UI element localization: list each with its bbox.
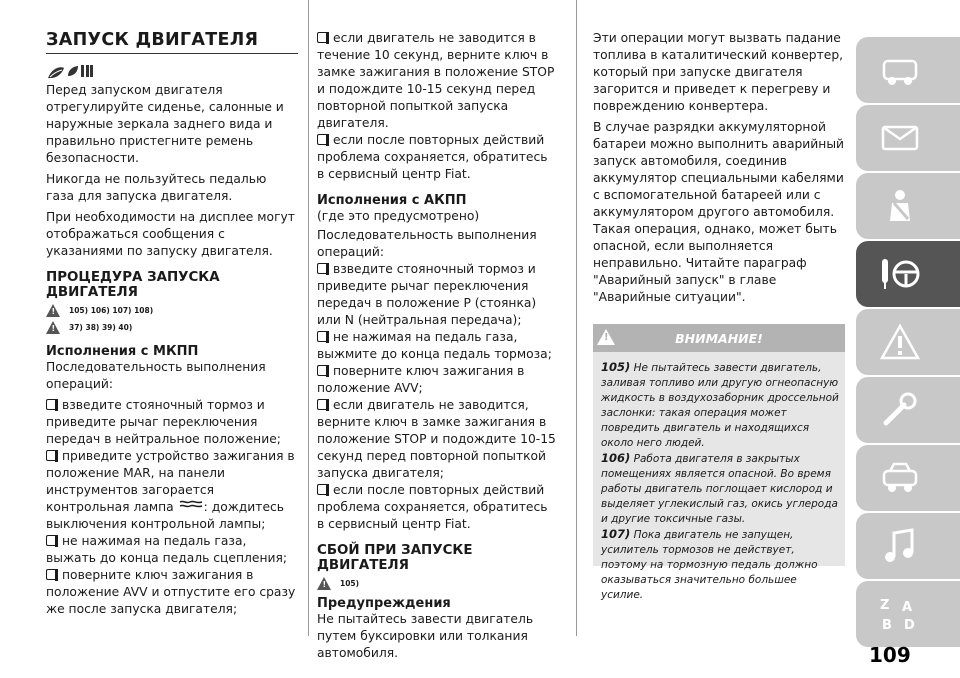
paragraph: Эти операции могут вызвать падание топлива в каталитический конвертер, который при запуске двигателя загорится и приведет к перегреву и повреждению конвертера. — [593, 31, 844, 113]
bullet-icon — [317, 484, 328, 495]
glow-plug-warning-icon — [178, 499, 204, 513]
list-item: поверните ключ зажигания в положение AVV; — [317, 364, 525, 395]
warning-triangle-icon: ! — [46, 304, 60, 317]
list-item: взведите стояночный тормоз и приведите рычаг переключения передач в положение P (стоянка) или N (нейтральная передача); — [317, 262, 537, 327]
bullet-icon — [46, 399, 57, 410]
caution-reference — [46, 321, 298, 334]
section-heading: ПРОЦЕДУРА ЗАПУСКА ДВИГАТЕЛЯ — [46, 270, 220, 300]
list-item: если двигатель не заводится в течение 10 секунд, верните ключ в замке зажигания в положение STOP и подождите 10-15 секунд перед повторной попыткой запуска двигателя. — [317, 31, 555, 130]
warning-refs: 105) — [340, 579, 360, 588]
column-2 — [317, 30, 557, 666]
bullet-icon — [317, 399, 328, 410]
caution-refs: 37) 38) 39) 40) — [69, 323, 133, 332]
list-item: не нажимая на педаль газа, выжмите до конца педаль тормоза; — [317, 330, 552, 361]
list-item: если после повторных действий проблема сохраняется, обратитесь в сервисный центр Fiat. — [317, 133, 548, 181]
chapter-tabs — [856, 37, 960, 649]
multimedia-music-icon[interactable] — [856, 513, 960, 579]
svg-text:D: D — [904, 618, 915, 633]
list-item: приведите устройство зажигания в положение MAR, на панели инструментов загорается контрольная лампа : дождитесь выключения контрольной лампы; — [46, 449, 295, 531]
column-divider — [576, 0, 577, 636]
list-item: не нажимая на педаль газа, выжать до конца педаль сцепления; — [46, 534, 288, 565]
paragraph: В случае разрядки аккумуляторной батареи можно выполнить аварийный запуск автомобиля, соединив аккумулятор специальными кабелями с вспомогательной батареей или с аккумулятором другого автомобиля. Такая операция, однако, может быть опасной, если выполняется неправильно. Читайте параграф "Аварийный запуск" в главе "Аварийные ситуации". — [593, 120, 845, 304]
bullet-icon — [46, 569, 57, 580]
paragraph: Последовательность выполнения операций: — [317, 228, 537, 259]
attention-header — [593, 324, 845, 352]
bullet-icon — [317, 263, 328, 274]
warning-triangle-icon: ! — [317, 577, 331, 590]
list-item: если после повторных действий проблема сохраняется, обратитесь в сервисный центр Fiat. — [317, 483, 548, 531]
warning-road-icon[interactable] — [856, 309, 960, 375]
bullet-icon — [46, 450, 57, 461]
page-title: ЗАПУСК ДВИГАТЕЛЯ — [46, 30, 298, 54]
paragraph: Не пытайтесь завести двигатель путем буксировки или толкания автомобиля. — [317, 612, 534, 660]
paragraph: При необходимости на дисплее могут отображаться сообщения с указаниями по запуску двигателя. — [46, 210, 295, 258]
paragraph: Последовательность выполнения операций: — [46, 360, 266, 391]
subsection-heading: Предупреждения — [317, 596, 451, 611]
paragraph: (где это предусмотрено) — [317, 209, 480, 223]
list-item: поверните ключ зажигания в положение AVV и отпустите его сразу же после запуска двигателя; — [46, 568, 296, 616]
paragraph: Никогда не пользуйтесь педалью газа для запуска двигателя. — [46, 172, 267, 203]
car-specs-icon[interactable] — [856, 445, 960, 511]
alphabetical-index-icon[interactable] — [856, 581, 960, 647]
list-item: если двигатель не заводится, верните ключ в замке зажигания в положение STOP и подождите 10-15 секунд перед повторной попыткой запуска двигателя; — [317, 398, 556, 480]
page-number: 109 — [869, 643, 911, 667]
column-divider — [308, 0, 309, 636]
warning-note: 106) Работа двигателя в закрытых помещениях является опасной. Во время работы двигатель поглощает кислород и выделяет углекислый газ, окись углерода и другие токсичные газы. — [601, 451, 838, 525]
svg-text:Z: Z — [880, 598, 890, 613]
warning-reference — [317, 577, 557, 590]
attention-box — [593, 324, 845, 601]
car-info-icon[interactable] — [856, 37, 960, 103]
warning-triangle-icon: ! — [597, 329, 615, 345]
caution-triangle-icon: ! — [46, 321, 60, 334]
dashboard-lights-icon[interactable] — [856, 105, 960, 171]
column-3 — [593, 30, 845, 601]
warning-reference — [46, 304, 298, 317]
bullet-icon — [317, 134, 328, 145]
warning-note: 107) Пока двигатель не запущен, усилитель тормозов не действует, поэтому на тормозную педаль должно оказываться значительно большее усилие. — [601, 527, 818, 601]
bullet-icon — [46, 535, 57, 546]
intro-paragraph: Перед запуском двигателя отрегулируйте сиденье, салонные и наружные зеркала заднего вида и правильно пристегните ремень безопасности. — [46, 83, 284, 165]
warning-refs: 105) 106) 107) 108) — [69, 306, 154, 315]
column-1 — [46, 0, 298, 618]
svg-text:B: B — [882, 618, 892, 633]
subsection-heading: Исполнения с АКПП — [317, 193, 467, 208]
key-steering-wheel-icon[interactable] — [856, 241, 960, 307]
list-item: взведите стояночный тормоз и приведите рычаг переключения передач в нейтральное положение; — [46, 398, 281, 446]
bullet-icon — [317, 32, 328, 43]
seatbelt-airbag-icon[interactable] — [856, 173, 960, 239]
section-heading: СБОЙ ПРИ ЗАПУСКЕ ДВИГАТЕЛЯ — [317, 543, 473, 573]
attention-body — [593, 352, 845, 601]
warning-note: 105) Не пытайтесь завести двигатель, заливая топливо или другую огнеопасную жидкость в воздухозаборник дроссельной заслонки: такая операция может повредить двигатель и находящихся около него людей. — [601, 360, 839, 449]
wrench-car-icon[interactable] — [856, 377, 960, 443]
eco-leaf-icon — [46, 62, 298, 82]
attention-title: ВНИМАНИЕ! — [675, 330, 763, 346]
bullet-icon — [317, 331, 328, 342]
subsection-heading: Исполнения с МКПП — [46, 344, 199, 359]
bullet-icon — [317, 365, 328, 376]
svg-text:A: A — [902, 600, 913, 615]
